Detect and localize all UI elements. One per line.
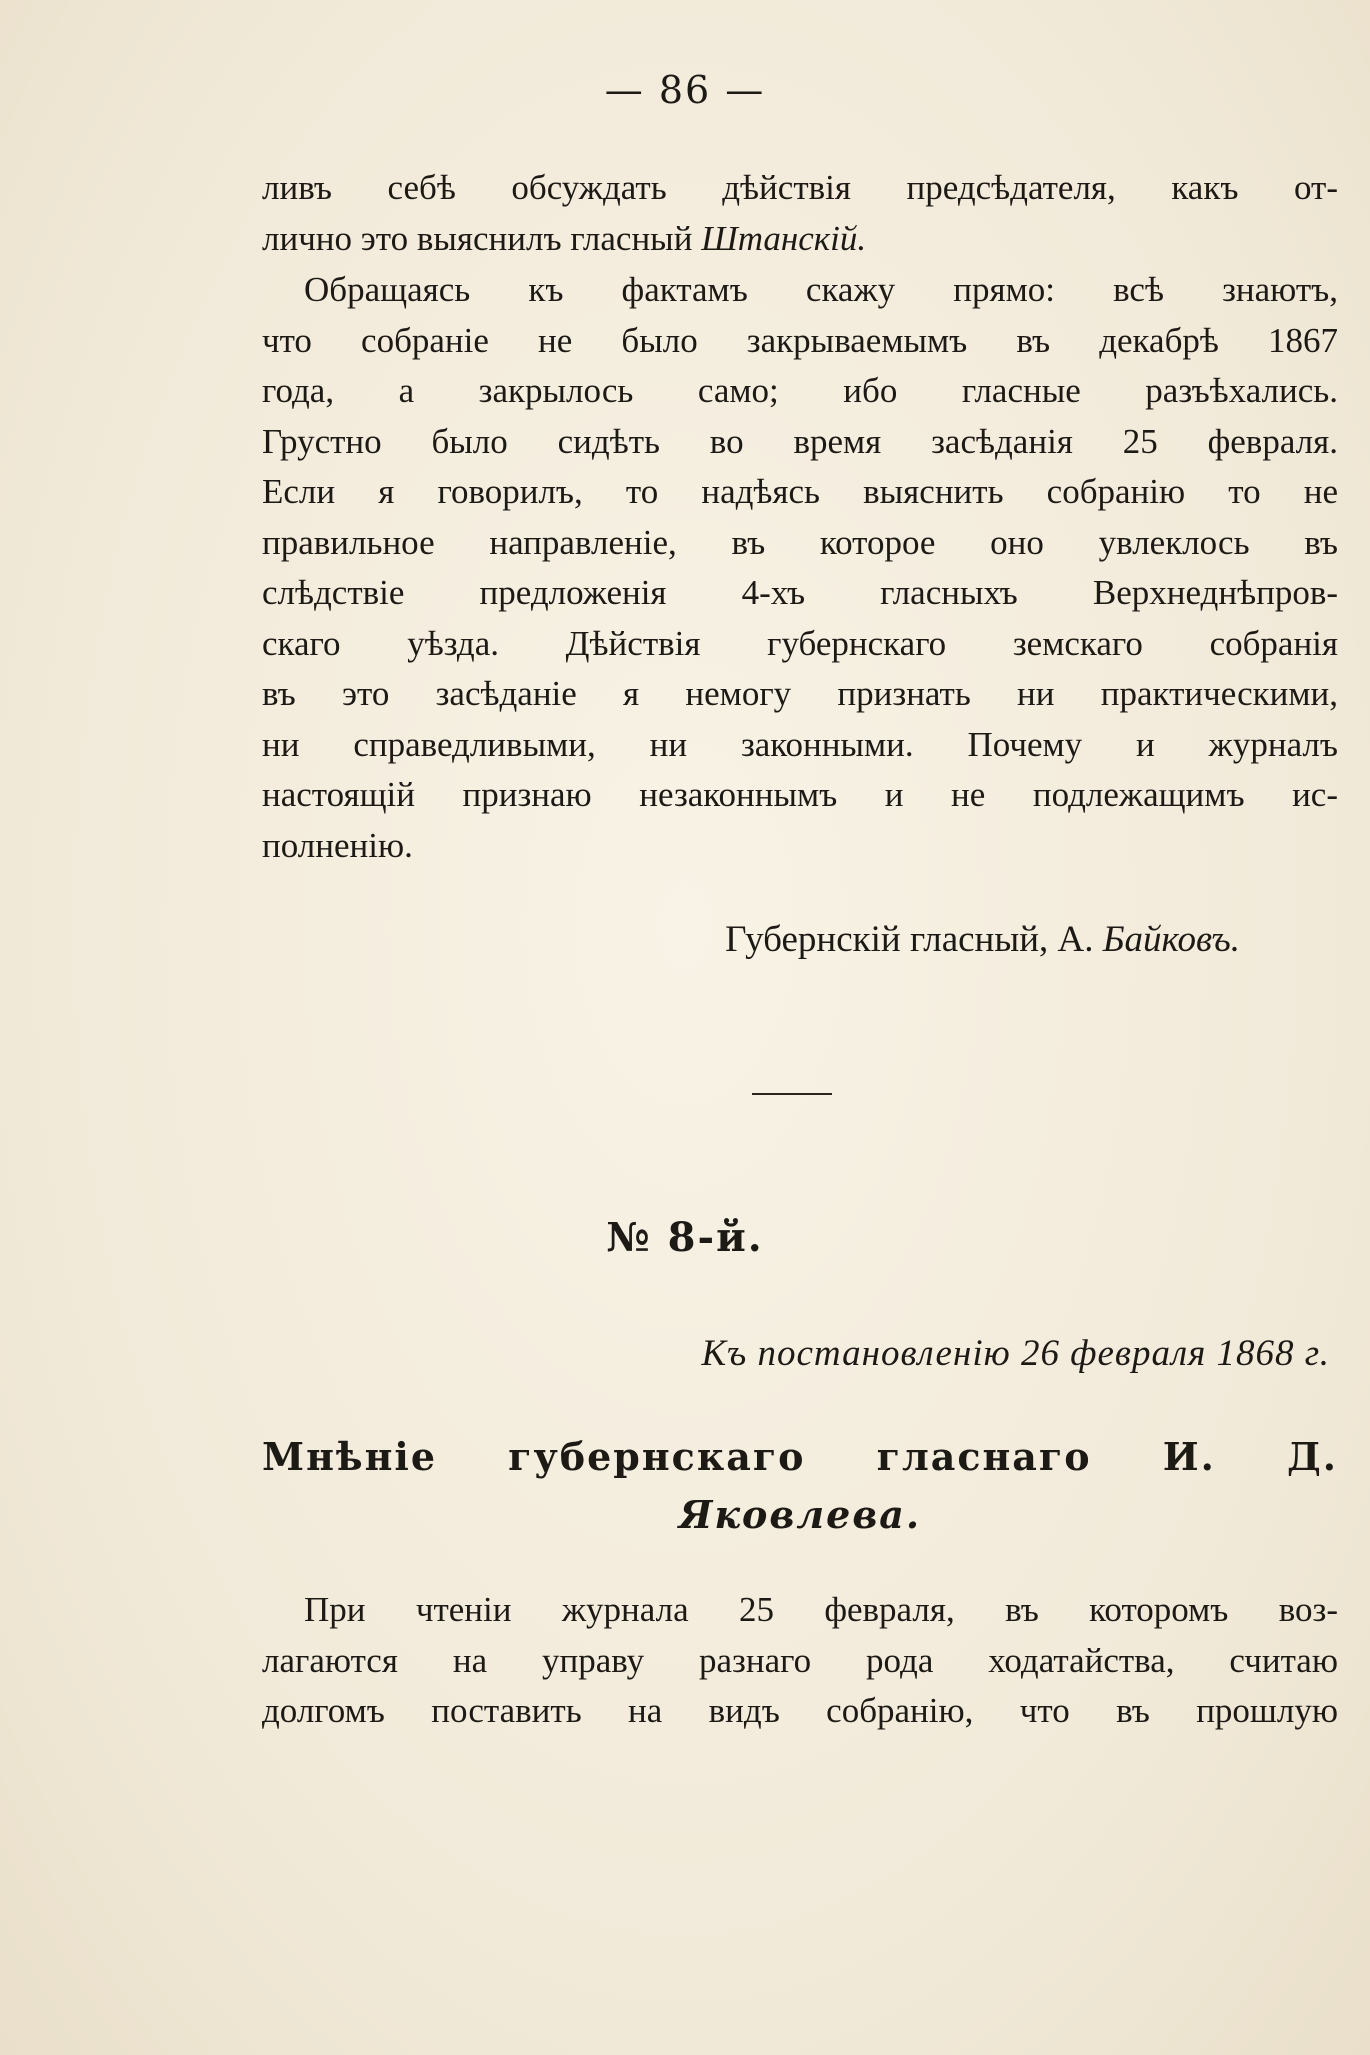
text-line: лично это выяснилъ гласный Штанскій. bbox=[262, 218, 867, 258]
text-line: что собраніе не было закрываемымъ въ декабрѣ 1867 bbox=[262, 320, 1338, 360]
text-line: года, а закрылось само; ибо гласные разъѣхались. bbox=[262, 371, 1338, 410]
text-line: Грустно было сидѣть во время засѣданія 25 февраля. bbox=[262, 421, 1338, 461]
heading-line: Мнѣніе губернскаго гласнаго И. Д. bbox=[262, 1434, 1338, 1479]
text-line: настоящій признаю незаконнымъ и не подлежащимъ ис- bbox=[262, 775, 1338, 814]
text-line: ни справедливыми, ни законными. Почему и журналъ bbox=[262, 724, 1338, 764]
page-number: — 86 — bbox=[604, 68, 766, 112]
text-line: Если я говорилъ, то надѣясь выяснить собранію то не bbox=[262, 472, 1338, 511]
paragraph-main bbox=[262, 265, 1338, 871]
text-line: правильное направленіе, въ которое оно увлеклось въ bbox=[262, 522, 1338, 562]
section-number: № 8-й. bbox=[606, 1214, 764, 1261]
heading-line: Яковлева. bbox=[678, 1492, 922, 1537]
text-line: ливъ себѣ обсуждать дѣйствія предсѣдателя, какъ от- bbox=[262, 168, 1338, 207]
italic-name: Штанскій. bbox=[701, 218, 867, 258]
text-line: лагаются на управу разнаго рода ходатайства, считаю bbox=[262, 1640, 1338, 1680]
section-heading bbox=[262, 1428, 1338, 1544]
text-line: въ это засѣданіе я немогу признать ни практическими, bbox=[262, 674, 1338, 713]
text-line: долгомъ поставить на видъ собранію, что въ прошлую bbox=[262, 1691, 1338, 1730]
text-line: Обращаясь къ фактамъ скажу прямо: всѣ знаютъ, bbox=[304, 270, 1338, 309]
text-line: При чтеніи журнала 25 февраля, въ которомъ воз- bbox=[304, 1590, 1338, 1629]
text-line: слѣдствіе предложенія 4-хъ гласныхъ Верхнеднѣпров- bbox=[262, 573, 1338, 612]
signature-name: Байковъ. bbox=[1102, 919, 1240, 960]
text-line: скаго уѣзда. Дѣйствія губернскаго земскаго собранія bbox=[262, 623, 1338, 663]
dateline: Къ постановленію 26 февраля 1868 г. bbox=[701, 1333, 1330, 1374]
text-line: полненію. bbox=[262, 825, 413, 865]
section-divider bbox=[752, 1093, 832, 1095]
paragraph-continuation bbox=[262, 163, 1338, 264]
paragraph-opinion bbox=[262, 1585, 1338, 1737]
signature: Губернскій гласный, А. Байковъ. bbox=[725, 919, 1240, 960]
